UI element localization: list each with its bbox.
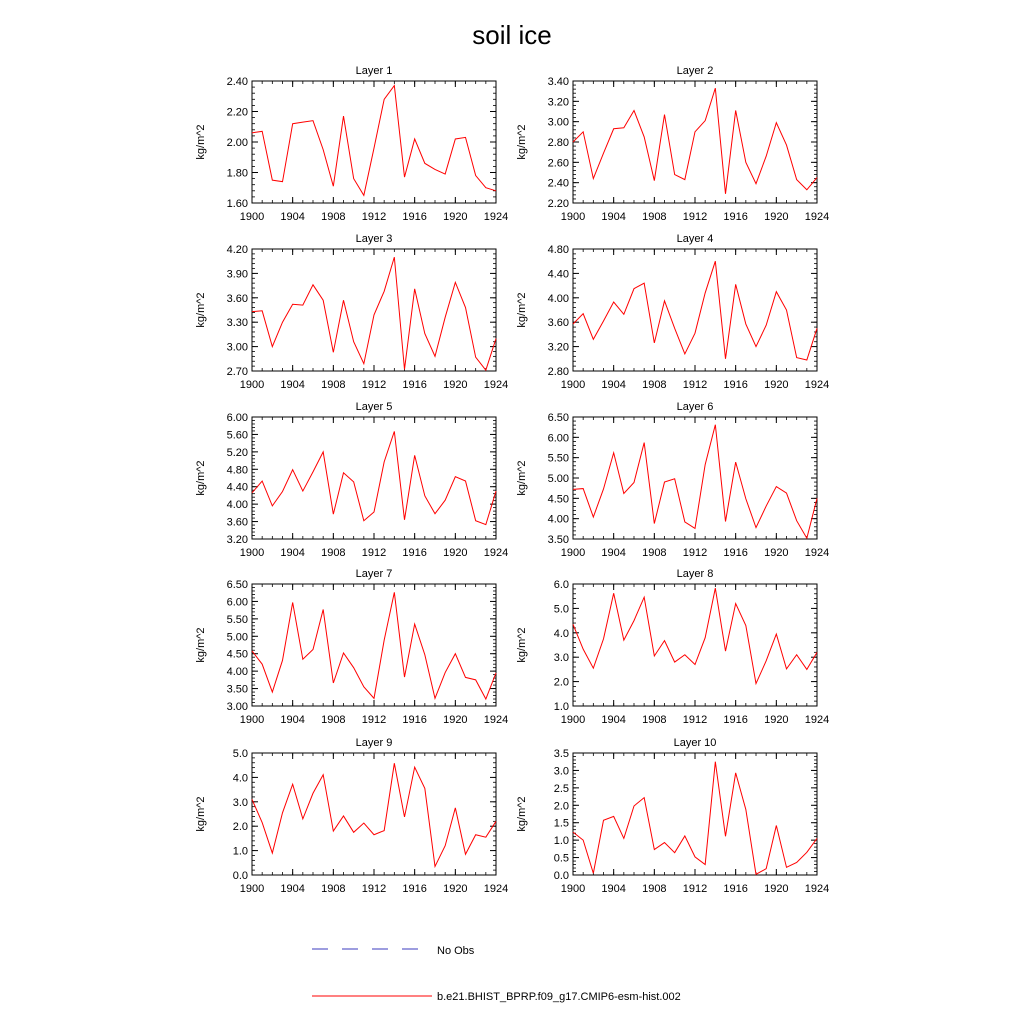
y-tick-label: 3.0 [232, 796, 248, 809]
x-tick-label: 1920 [443, 547, 468, 559]
y-tick-label: 1.0 [553, 835, 569, 848]
y-tick-label: 6.50 [226, 579, 248, 591]
x-tick-label: 1916 [402, 379, 427, 391]
y-tick-label: 3.50 [547, 534, 569, 546]
y-tick-label: 5.0 [232, 748, 248, 760]
x-tick-label: 1920 [764, 211, 789, 223]
x-tick-label: 1908 [642, 714, 667, 726]
series-line [573, 425, 817, 538]
x-tick-label: 1908 [321, 714, 346, 726]
x-tick-label: 1904 [601, 547, 626, 559]
x-tick-label: 1908 [642, 211, 667, 223]
x-tick-label: 1904 [280, 547, 305, 559]
x-tick-label: 1916 [723, 211, 748, 223]
plot-frame [252, 249, 496, 371]
y-tick-label: 2.00 [226, 137, 248, 149]
x-tick-label: 1912 [361, 211, 387, 223]
x-tick-label: 1912 [682, 714, 708, 726]
panel-layer-9 [195, 737, 508, 895]
y-tick-label: 4.80 [547, 244, 569, 256]
x-tick-label: 1916 [723, 714, 748, 726]
y-tick-label: 1.0 [232, 845, 248, 858]
y-axis-label: kg/m^2 [195, 796, 207, 832]
y-tick-label: 4.20 [226, 244, 248, 256]
x-tick-label: 1916 [402, 211, 427, 223]
x-tick-label: 1908 [321, 211, 346, 223]
panel-layer-7 [195, 568, 508, 726]
x-tick-label: 1916 [402, 714, 427, 726]
y-tick-label: 3.00 [226, 341, 248, 354]
x-tick-label: 1900 [239, 379, 265, 391]
x-tick-label: 1904 [601, 883, 626, 895]
y-tick-label: 3.0 [553, 652, 569, 665]
y-tick-label: 2.80 [547, 137, 569, 149]
y-tick-label: 0.0 [232, 870, 248, 882]
y-tick-label: 6.00 [226, 596, 248, 609]
x-tick-label: 1924 [804, 883, 830, 895]
series-line [573, 261, 817, 360]
plot-frame [573, 81, 817, 203]
series-line [252, 431, 496, 524]
y-tick-label: 5.00 [547, 473, 569, 485]
y-tick-label: 3.50 [226, 683, 248, 696]
x-tick-label: 1920 [764, 883, 789, 895]
plot-frame [573, 417, 817, 539]
x-tick-label: 1900 [560, 547, 586, 559]
x-tick-label: 1900 [239, 547, 265, 559]
y-tick-label: 3.20 [547, 341, 569, 354]
y-tick-label: 4.0 [553, 627, 569, 640]
panel-layer-4 [516, 233, 829, 391]
y-tick-label: 4.00 [226, 666, 248, 679]
y-tick-label: 5.00 [226, 631, 248, 644]
plot-frame [252, 81, 496, 203]
y-tick-label: 0.0 [553, 870, 569, 882]
x-tick-label: 1920 [764, 547, 789, 559]
x-tick-label: 1908 [321, 379, 346, 391]
x-tick-label: 1900 [560, 714, 586, 726]
panel-layer-6 [516, 401, 829, 559]
y-tick-label: 3.90 [226, 268, 248, 281]
y-axis-label: kg/m^2 [195, 627, 207, 663]
panel-layer-10 [516, 737, 829, 895]
x-tick-label: 1924 [483, 883, 509, 895]
panel-title: Layer 6 [676, 401, 714, 413]
y-axis-label: kg/m^2 [516, 460, 528, 496]
y-tick-label: 2.40 [547, 177, 569, 190]
plot-frame [252, 753, 496, 875]
x-tick-label: 1912 [682, 211, 708, 223]
y-tick-label: 1.60 [226, 198, 248, 210]
series-line [252, 592, 496, 699]
series-line [252, 763, 496, 866]
x-tick-label: 1908 [321, 547, 346, 559]
x-tick-label: 1904 [280, 379, 305, 391]
y-tick-label: 5.50 [226, 613, 248, 626]
y-axis-label: kg/m^2 [195, 460, 207, 496]
y-tick-label: 2.70 [226, 366, 248, 378]
legend-obs-label: No Obs [437, 945, 475, 957]
x-tick-label: 1900 [239, 211, 265, 223]
y-tick-label: 2.20 [547, 198, 569, 210]
series-line [252, 86, 496, 196]
panel-title: Layer 2 [676, 65, 714, 77]
y-tick-label: 4.0 [232, 772, 248, 785]
panel-title: Layer 5 [355, 401, 393, 413]
y-tick-label: 3.00 [547, 116, 569, 129]
x-tick-label: 1904 [280, 883, 305, 895]
y-tick-label: 4.50 [547, 493, 569, 506]
x-tick-label: 1912 [361, 714, 387, 726]
y-tick-label: 3.00 [226, 701, 248, 713]
y-axis-label: kg/m^2 [516, 292, 528, 328]
y-tick-label: 5.50 [547, 452, 569, 465]
y-tick-label: 3.20 [226, 534, 248, 546]
x-tick-label: 1908 [642, 379, 667, 391]
y-tick-label: 3.60 [226, 516, 248, 529]
plot-frame [573, 584, 817, 706]
y-tick-label: 4.00 [547, 292, 569, 305]
x-tick-label: 1912 [361, 547, 387, 559]
x-tick-label: 1908 [321, 883, 346, 895]
y-tick-label: 2.40 [226, 76, 248, 88]
x-tick-label: 1924 [483, 547, 509, 559]
x-tick-label: 1904 [280, 714, 305, 726]
x-tick-label: 1924 [804, 547, 830, 559]
panel-layer-3 [195, 233, 508, 391]
y-axis-label: kg/m^2 [516, 124, 528, 160]
x-tick-label: 1920 [443, 211, 468, 223]
y-tick-label: 5.60 [226, 429, 248, 442]
series-line [252, 257, 496, 370]
y-tick-label: 1.0 [553, 701, 569, 713]
y-tick-label: 4.00 [547, 513, 569, 526]
x-tick-label: 1924 [804, 379, 830, 391]
y-tick-label: 3.20 [547, 96, 569, 109]
y-tick-label: 2.20 [226, 106, 248, 119]
panel-title: Layer 1 [355, 65, 393, 77]
x-tick-label: 1924 [483, 211, 509, 223]
x-tick-label: 1904 [601, 211, 626, 223]
x-tick-label: 1912 [682, 547, 708, 559]
x-tick-label: 1916 [723, 547, 748, 559]
x-tick-label: 1904 [601, 379, 626, 391]
x-tick-label: 1904 [280, 211, 305, 223]
y-tick-label: 2.60 [547, 157, 569, 170]
x-tick-label: 1924 [483, 714, 509, 726]
x-tick-label: 1920 [764, 714, 789, 726]
panel-layer-8 [516, 568, 829, 726]
y-axis-label: kg/m^2 [195, 124, 207, 160]
y-tick-label: 3.60 [226, 292, 248, 305]
x-tick-label: 1920 [443, 714, 468, 726]
panel-title: Layer 4 [676, 233, 714, 245]
panel-layer-5 [195, 401, 508, 559]
x-tick-label: 1900 [560, 379, 586, 391]
panel-title: Layer 3 [355, 233, 393, 245]
legend-model-label: b.e21.BHIST_BPRP.f09_g17.CMIP6-esm-hist.002 [437, 991, 681, 1003]
x-tick-label: 1900 [560, 211, 586, 223]
y-tick-label: 3.40 [547, 76, 569, 88]
y-tick-label: 2.0 [553, 676, 569, 689]
y-tick-label: 1.80 [226, 167, 248, 180]
x-tick-label: 1920 [764, 379, 789, 391]
panels [195, 65, 829, 895]
panel-title: Layer 8 [676, 568, 714, 580]
x-tick-label: 1916 [402, 883, 427, 895]
y-tick-label: 3.60 [547, 317, 569, 330]
y-tick-label: 0.5 [553, 852, 569, 865]
y-tick-label: 4.40 [226, 481, 248, 494]
x-tick-label: 1912 [682, 883, 708, 895]
y-tick-label: 6.00 [226, 412, 248, 424]
panel-layer-2 [516, 65, 829, 223]
y-axis-label: kg/m^2 [516, 627, 528, 663]
panel-title: Layer 7 [355, 568, 393, 580]
y-tick-label: 2.5 [553, 782, 569, 795]
y-tick-label: 2.0 [232, 821, 248, 834]
x-tick-label: 1924 [804, 211, 830, 223]
y-tick-label: 3.30 [226, 317, 248, 330]
x-tick-label: 1900 [560, 883, 586, 895]
x-tick-label: 1904 [601, 714, 626, 726]
x-tick-label: 1924 [804, 714, 830, 726]
series-line [573, 762, 817, 875]
y-tick-label: 2.80 [547, 366, 569, 378]
x-tick-label: 1900 [239, 714, 265, 726]
x-tick-label: 1912 [361, 379, 387, 391]
x-tick-label: 1912 [682, 379, 708, 391]
y-tick-label: 3.5 [553, 748, 569, 760]
y-tick-label: 5.20 [226, 446, 248, 459]
y-tick-label: 4.50 [226, 648, 248, 661]
y-tick-label: 1.5 [553, 817, 569, 830]
x-tick-label: 1912 [361, 883, 387, 895]
x-tick-label: 1920 [443, 883, 468, 895]
x-tick-label: 1920 [443, 379, 468, 391]
x-tick-label: 1900 [239, 883, 265, 895]
y-tick-label: 3.0 [553, 765, 569, 778]
x-tick-label: 1908 [642, 547, 667, 559]
panel-layer-1 [195, 65, 508, 223]
y-axis-label: kg/m^2 [516, 796, 528, 832]
panel-title: Layer 10 [673, 737, 717, 749]
y-tick-label: 6.50 [547, 412, 569, 424]
y-tick-label: 4.00 [226, 499, 248, 512]
figure-title: soil ice [472, 20, 552, 50]
y-tick-label: 4.80 [226, 464, 248, 477]
y-tick-label: 6.0 [553, 579, 569, 591]
legend [312, 945, 681, 1003]
x-tick-label: 1924 [483, 379, 509, 391]
x-tick-label: 1916 [723, 883, 748, 895]
y-tick-label: 2.0 [553, 800, 569, 813]
y-tick-label: 6.00 [547, 432, 569, 445]
y-tick-label: 5.0 [553, 603, 569, 616]
x-tick-label: 1908 [642, 883, 667, 895]
y-axis-label: kg/m^2 [195, 292, 207, 328]
x-tick-label: 1916 [723, 379, 748, 391]
series-line [573, 88, 817, 194]
series-line [573, 588, 817, 683]
y-tick-label: 4.40 [547, 268, 569, 281]
panel-title: Layer 9 [355, 737, 393, 749]
plot-frame [252, 584, 496, 706]
x-tick-label: 1916 [402, 547, 427, 559]
